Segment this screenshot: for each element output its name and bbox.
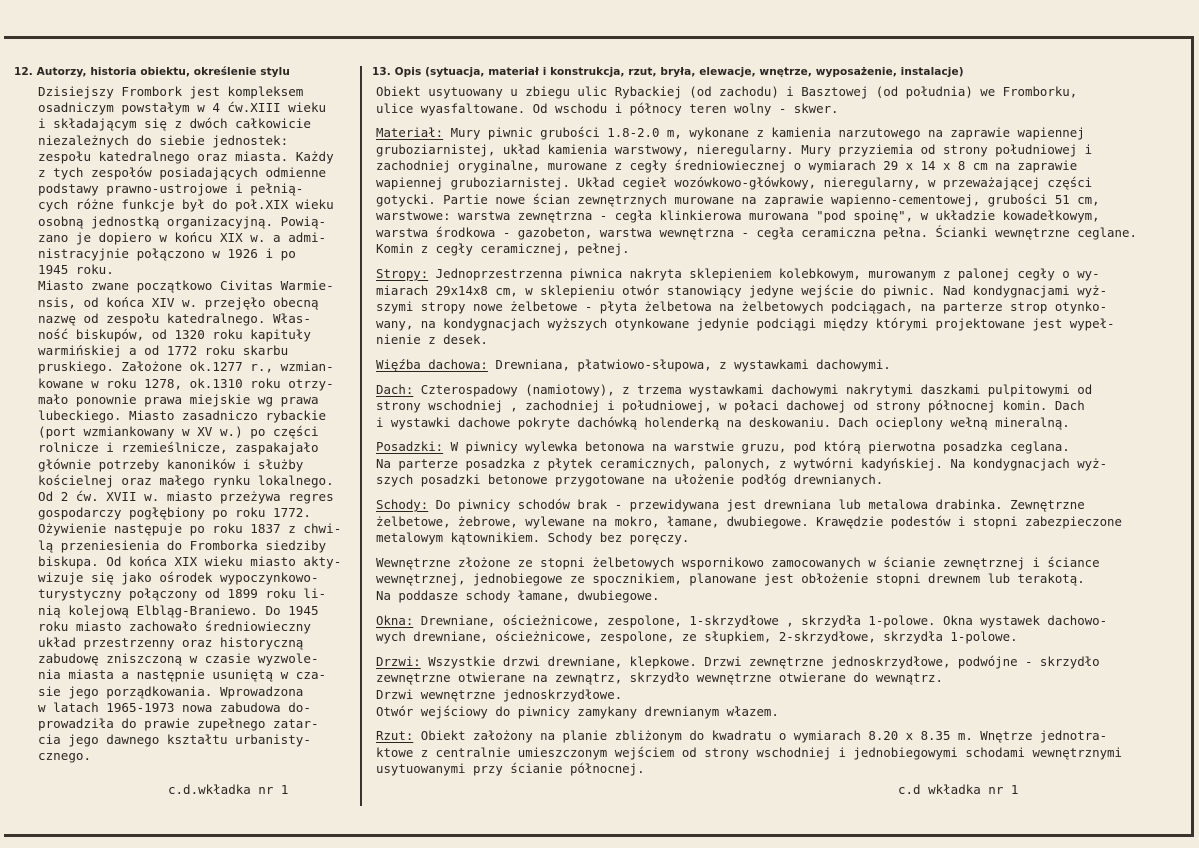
doors-line: Wszystkie drzwi drewniane, klepkowe. Drzwi zewnętrzne jednoskrzydłowe, podwójne - skrzydło <box>420 653 1100 669</box>
history-line: głównie potrzeby kanoników i służby <box>38 456 304 472</box>
history-line: nsis, od końca XIV w. przejęło obecną <box>38 294 319 310</box>
roof-truss-text: Drewniana, płatwiowo-słupowa, z wystawkami dachowymi. <box>487 356 891 372</box>
history-line: układ przestrzenny oraz historyczną <box>38 634 304 650</box>
history-line: nazwę od zespołu katedralnego. Włas- <box>38 310 311 326</box>
material-line: Mury piwnic grubości 1.8-2.0 m, wykonane z kamienia narzutowego na zaprawie wapiennej <box>443 125 1085 141</box>
windows-line: wych drewniane, ościeżnicowe, zespolone, ze słupkiem, 2-skrzydłowe, skrzydła 1-polowe. <box>376 629 1018 645</box>
section-13-header: 13. Opis (sytuacja, materiał i konstrukcja, rzut, bryła, elewacje, wnętrze, wyposażenie, instalacje) <box>372 66 964 78</box>
roof-line: i wystawki dachowe pokryte dachówką holenderką na deskowaniu. Dach ocieplony wełną mineralną. <box>376 414 1070 430</box>
stairs-label: Schody: <box>376 497 429 513</box>
frame-right-rule <box>1191 36 1194 836</box>
stairs-line: metalowym kątownikiem. Schody bez poręczy. <box>376 530 690 546</box>
ceilings-line: nienie z desek. <box>376 332 488 348</box>
stairs-paragraph <box>376 497 1182 547</box>
history-line: gospodarczy pogłębiony po roku 1772. <box>38 505 311 521</box>
material-line: gruboziarnistej, układ kamienia warstwowy, nieregularny. Mury przyziemia od strony południowej i <box>376 141 1093 157</box>
history-line: z tych zespołów posiadających odmienne <box>38 165 327 181</box>
intro-line: ulice wyasfaltowane. Od wschodu i północy teren wolny - skwer. <box>376 100 839 116</box>
history-line: Od 2 ćw. XVII w. miasto przeżywa regres <box>38 489 334 505</box>
doors-line: Otwór wejściowy do piwnicy zamykany drewnianym włazem. <box>376 703 779 719</box>
history-line: nia miasta a następnie usuniętą w cza- <box>38 667 327 683</box>
roof-line: strony wschodniej , zachodniej i południowej, w połaci dachowej od strony północnej komin. Dach <box>376 398 1085 414</box>
material-line: Komin z cegły ceramicznej, pełnej. <box>376 241 630 257</box>
history-line: Miasto zwane początkowo Civitas Warmie- <box>38 278 334 294</box>
history-line: warmińskiej a od 1772 roku skarbu <box>38 343 289 359</box>
history-line: podstawy prawno-ustrojowe i pełnią- <box>38 181 304 197</box>
material-line: gotycki. Partie nowe ścian zewnętrznych murowane na zaprawie wapienno-cementowej, grubości 51 cm, <box>376 191 1100 207</box>
history-line: mało ponownie prawa miejskie wg prawa <box>38 391 319 407</box>
history-line: zabudowę zniszczoną w czasie wyzwole- <box>38 651 319 667</box>
ceilings-paragraph <box>376 266 1182 349</box>
floors-label: Posadzki: <box>376 439 444 455</box>
history-line: rolnicze i rzemieślnicze, zaspakajało <box>38 440 319 456</box>
history-text <box>38 84 356 765</box>
description-text <box>376 84 1182 778</box>
windows-paragraph <box>376 613 1182 646</box>
internal-stairs-paragraph <box>376 555 1182 605</box>
history-line: i składającym się z dwóch całkowicie <box>38 116 311 132</box>
material-line: zachodniej oryginalne, murowane z cegły średniowiecznej o wymiarach 29 x 14 x 8 cm na zaprawie <box>376 158 1078 174</box>
intro-line: Obiekt usytuowany u zbiegu ulic Rybackiej (od zachodu) i Basztowej (od południa) we Fromborku, <box>376 84 1078 99</box>
history-line: wizuje się jako ośrodek wypoczynkowo- <box>38 570 319 586</box>
history-line: kowane w roku 1278, ok.1310 roku otrzy- <box>38 375 334 391</box>
doors-label: Drzwi: <box>376 653 421 669</box>
ceilings-line: szymi stropy nowe żelbetowe - płyta żelbetowa na żelbetowych podciągach, na parterze strop otynko- <box>376 299 1108 315</box>
roof-truss-paragraph <box>376 357 1182 374</box>
stairs-line: Do piwnicy schodów brak - przewidywana jest drewniana lub metalowa drabinka. Zewnętrzne <box>428 497 1085 513</box>
column-divider <box>360 66 362 806</box>
plan-label: Rzut: <box>376 728 414 744</box>
internal-stairs-line: Wewnętrzne złożone ze stopni żelbetowych wspornikowo zamocowanych w ścianie zewnętrznej i ściance <box>376 554 1100 570</box>
history-line: ność biskupów, od 1320 roku kapituły <box>38 327 311 343</box>
history-line: zano je dopiero w końcu XIX w. a admi- <box>38 229 327 245</box>
history-line: osadniczym powstałym w 4 ćw.XIII wieku <box>38 100 327 116</box>
history-line: cia jego dawnego kształtu urbanisty- <box>38 732 311 748</box>
doors-line: Drzwi wewnętrzne jednoskrzydłowe. <box>376 687 623 702</box>
material-paragraph <box>376 125 1182 258</box>
stairs-line: żelbetowe, żebrowe, wylewane na mokro, łamane, dwubiegowe. Krawędzie podestów i stopni zabezpieczone <box>376 513 1122 529</box>
history-line: Ożywienie następuje po roku 1837 z chwi- <box>38 521 342 537</box>
history-line: cznego. <box>38 748 92 764</box>
history-line: osobną jednostką organizacyjną. Powią- <box>38 213 327 229</box>
ceilings-line: Jednoprzestrzenna piwnica nakryta sklepieniem kolebkowym, murowanym z palonej cegły o wy- <box>428 265 1100 281</box>
history-line: niezależnych do siebie jednostek: <box>38 132 289 148</box>
floors-line: Na parterze posadzka z płytek ceramicznych, palonych, z wytwórni kadyńskiej. Na kondygnacjach wyż- <box>376 455 1108 471</box>
windows-label: Okna: <box>376 612 414 628</box>
floors-paragraph <box>376 439 1182 489</box>
history-line: lubeckiego. Miasto zasadniczo rybackie <box>38 408 327 424</box>
plan-line: usytuowanymi przy ścianie północnej. <box>376 761 645 777</box>
plan-line: ktowe z centralnie umieszczonym wejściem od strony wschodniej i jednobiegowymi schodami wewnętrznymi <box>376 744 1122 760</box>
left-continuation-note: c.d.wkładka nr 1 <box>168 782 289 797</box>
history-line: sie jego porządkowania. Wprowadzona <box>38 683 304 699</box>
ceilings-line: wany, na kondygnacjach wyższych otynkowane jedynie podciągi między którymi projektowane jest wypeł- <box>376 315 1115 331</box>
frame-top-rule <box>4 36 1192 39</box>
material-label: Materiał: <box>376 125 444 141</box>
history-line: nistracyjnie połączono w 1926 i po <box>38 246 296 262</box>
doors-line: zewnętrzne otwierane na zewnątrz, skrzydło wewnętrzne otwierane do wewnątrz. <box>376 670 943 686</box>
history-line: 1945 roku. <box>38 262 114 278</box>
plan-line: Obiekt założony na planie zbliżonym do kwadratu o wymiarach 8.20 x 8.35 m. Wnętrze jednotra- <box>413 728 1108 744</box>
history-line: turystyczny połączony od 1899 roku li- <box>38 586 327 602</box>
history-line: lą przeniesienia do Fromborka siedziby <box>38 537 327 553</box>
plan-paragraph <box>376 728 1182 778</box>
roof-truss-label: Więźba dachowa: <box>376 356 488 372</box>
floors-line: W piwnicy wylewka betonowa na warstwie gruzu, pod którą pierwotna posadzka ceglana. <box>443 439 1070 455</box>
doors-paragraph <box>376 654 1182 720</box>
history-line: kościelnej oraz małego rynku lokalnego. <box>38 472 334 488</box>
ceilings-line: miarach 29x14x8 cm, w sklepieniu otwór stanowiący jedyne wejście do piwnic. Nad kondygnacjami wyż- <box>376 282 1108 298</box>
history-line: roku miasto zachowało średniowieczny <box>38 618 311 634</box>
history-line: zespołu katedralnego oraz miasta. Każdy <box>38 148 334 164</box>
history-line: (port wzmiankowany w XV w.) po części <box>38 424 319 440</box>
history-line: biskupa. Od końca XIX wieku miasto akty- <box>38 553 342 569</box>
internal-stairs-line: wewnętrznej, jednobiegowe ze spocznikiem, planowane jest obłożenie stopni drewnem lub terakotą. <box>376 571 1085 587</box>
history-line: cych różne funkcje był do poł.XIX wieku <box>38 197 334 213</box>
material-line: warstwa środkowa - gazobeton, warstwa wewnętrzna - cegła ceramiczna pełna. Ścianki wewnętrzne ceglane. <box>376 224 1137 240</box>
material-line: warstwowe: warstwa zewnętrzna - cegła klinkierowa murowana "pod spoinę", w układzie kowadełkowym, <box>376 208 1100 224</box>
windows-line: Drewniane, ościeżnicowe, zespolone, 1-skrzydłowe , skrzydła 1-polowe. Okna wystawek dachowo- <box>413 612 1108 628</box>
history-line: nią kolejową Elbląg-Braniewo. Do 1945 <box>38 602 319 618</box>
history-line: pruskiego. Założone ok.1277 r., wzmian- <box>38 359 334 375</box>
roof-line: Czterospadowy (namiotowy), z trzema wystawkami dachowymi nakrytymi daszkami pulpitowymi od <box>413 381 1093 397</box>
frame-bottom-rule <box>4 834 1194 837</box>
floors-line: szych posadzki betonowe przygotowane na ułożenie podłóg drewnianych. <box>376 472 884 488</box>
ceilings-label: Stropy: <box>376 265 429 281</box>
roof-paragraph <box>376 382 1182 432</box>
material-line: wapiennej gruboziarnistej. Układ cegieł wozówkowo-główkowy, nieregularny, w przeważającej części <box>376 174 1093 190</box>
roof-label: Dach: <box>376 381 414 397</box>
history-line: prowadziła do prawie zupełnego zatar- <box>38 715 319 731</box>
history-line: Dzisiejszy Frombork jest kompleksem <box>38 84 304 99</box>
internal-stairs-line: Na poddasze schody łamane, dwubiegowe. <box>376 588 660 604</box>
section-12-header: 12. Autorzy, historia obiektu, określenie stylu <box>14 66 290 78</box>
intro-paragraph <box>376 84 1182 117</box>
history-line: w latach 1965-1973 nowa zabudowa do- <box>38 699 311 715</box>
right-continuation-note: c.d wkładka nr 1 <box>898 782 1019 797</box>
